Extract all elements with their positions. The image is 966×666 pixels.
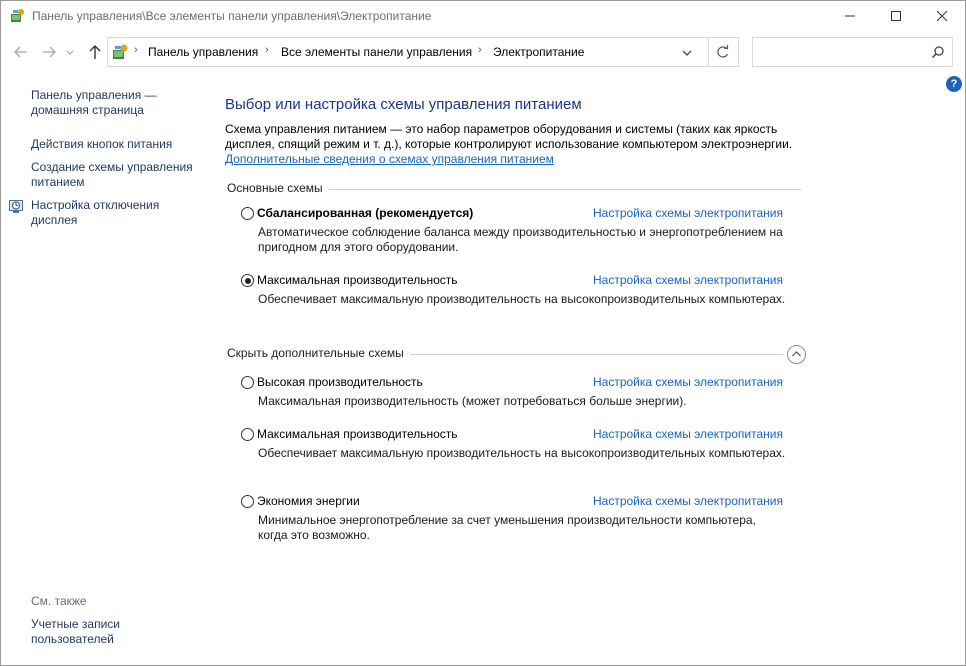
display-clock-icon xyxy=(8,198,25,215)
search-box[interactable] xyxy=(752,37,953,67)
minimize-button[interactable] xyxy=(827,1,873,31)
section-extra-plans xyxy=(227,346,783,362)
plan-settings-link[interactable]: Настройка схемы электропитания xyxy=(593,206,783,220)
plan-settings-link[interactable]: Настройка схемы электропитания xyxy=(593,427,783,441)
section-main-plans-label: Основные схемы xyxy=(227,181,329,195)
sidebar-user-accounts-link[interactable]: Учетные записи пользователей xyxy=(31,617,120,646)
breadcrumb-separator-icon[interactable]: › xyxy=(134,44,138,56)
maximize-button[interactable] xyxy=(873,1,919,31)
breadcrumb-separator-icon[interactable]: › xyxy=(478,44,482,56)
section-extra-plans-label[interactable]: Скрыть дополнительные схемы xyxy=(227,346,410,360)
breadcrumb-power-options[interactable]: Электропитание xyxy=(493,45,585,59)
address-dropdown-chevron-icon[interactable] xyxy=(680,46,694,60)
plan-description: Минимальное энергопотребление за счет уменьшения производительности компьютера, когда это возможно. xyxy=(258,513,756,542)
plan-description: Автоматическое соблюдение баланса между производительностью и энергопотреблением на пригодном для этого оборудовании. xyxy=(258,225,783,254)
close-button[interactable] xyxy=(919,1,965,31)
see-also-label: См. также xyxy=(31,594,87,608)
plan-description: Максимальная производительность (может потребоваться больше энергии). xyxy=(258,394,687,408)
plan-settings-link[interactable]: Настройка схемы электропитания xyxy=(593,375,783,389)
back-arrow-icon[interactable] xyxy=(12,43,30,61)
plan-name[interactable]: Максимальная производительность xyxy=(257,273,458,287)
plan-settings-link[interactable]: Настройка схемы электропитания xyxy=(593,494,783,508)
plan-item xyxy=(241,427,811,477)
breadcrumb-all-items[interactable]: Все элементы панели управления xyxy=(281,45,473,59)
plan-name[interactable]: Сбалансированная (рекомендуется) xyxy=(257,206,474,220)
search-icon[interactable] xyxy=(931,45,945,59)
up-arrow-icon[interactable] xyxy=(86,43,104,61)
sidebar-display-off-link[interactable]: Настройка отключения дисплея xyxy=(31,198,160,227)
sidebar-home-link[interactable]: Панель управления — домашняя страница xyxy=(31,88,157,117)
help-icon[interactable]: ? xyxy=(946,76,962,92)
refresh-icon xyxy=(708,38,738,66)
plan-settings-link[interactable]: Настройка схемы электропитания xyxy=(593,273,783,287)
chevron-up-icon xyxy=(788,346,805,363)
plan-radio-selected[interactable] xyxy=(241,274,254,287)
plan-radio[interactable] xyxy=(241,376,254,389)
sidebar-create-plan-link[interactable]: Создание схемы управления питанием xyxy=(31,160,193,189)
plan-item xyxy=(241,273,811,323)
intro-text: Схема управления питанием — это набор параметров оборудования и системы (таких как яркость дисплея, спящий режим и т. д.), которые контролируют использование компьютером электроэнергии. xyxy=(225,122,793,151)
section-main-plans xyxy=(227,181,801,197)
breadcrumb-control-panel[interactable]: Панель управления xyxy=(148,45,259,59)
plan-item xyxy=(241,375,811,410)
page-title: Выбор или настройка схемы управления питанием xyxy=(225,96,582,113)
plan-item xyxy=(241,206,811,256)
plan-radio[interactable] xyxy=(241,428,254,441)
plan-name[interactable]: Максимальная производительность xyxy=(257,427,458,441)
control-panel-app-icon xyxy=(9,8,25,24)
plan-description: Обеспечивает максимальную производительность на высокопроизводительных компьютерах. xyxy=(258,292,786,306)
sidebar-power-buttons-link[interactable]: Действия кнопок питания xyxy=(31,137,173,151)
plan-name[interactable]: Высокая производительность xyxy=(257,375,423,389)
sidebar-display-off-item[interactable] xyxy=(31,198,159,228)
plan-radio[interactable] xyxy=(241,207,254,220)
more-info-link[interactable]: Дополнительные сведения о схемах управления питанием xyxy=(225,152,554,166)
title-bar xyxy=(1,1,965,31)
recent-locations-chevron-icon[interactable] xyxy=(65,43,75,61)
window-title: Панель управления\Все элементы панели управления\Электропитание xyxy=(32,9,432,23)
forward-arrow-icon[interactable] xyxy=(40,43,58,61)
refresh-button[interactable] xyxy=(708,37,739,67)
control-panel-icon xyxy=(111,43,129,61)
plan-name[interactable]: Экономия энергии xyxy=(257,494,360,508)
plan-radio[interactable] xyxy=(241,495,254,508)
collapse-section-button[interactable] xyxy=(787,345,806,364)
navigation-bar xyxy=(1,35,965,69)
plan-item xyxy=(241,494,811,544)
plan-description: Обеспечивает максимальную производительность на высокопроизводительных компьютерах. xyxy=(258,446,786,460)
address-bar[interactable] xyxy=(107,37,709,67)
breadcrumb-separator-icon[interactable]: › xyxy=(265,44,269,56)
